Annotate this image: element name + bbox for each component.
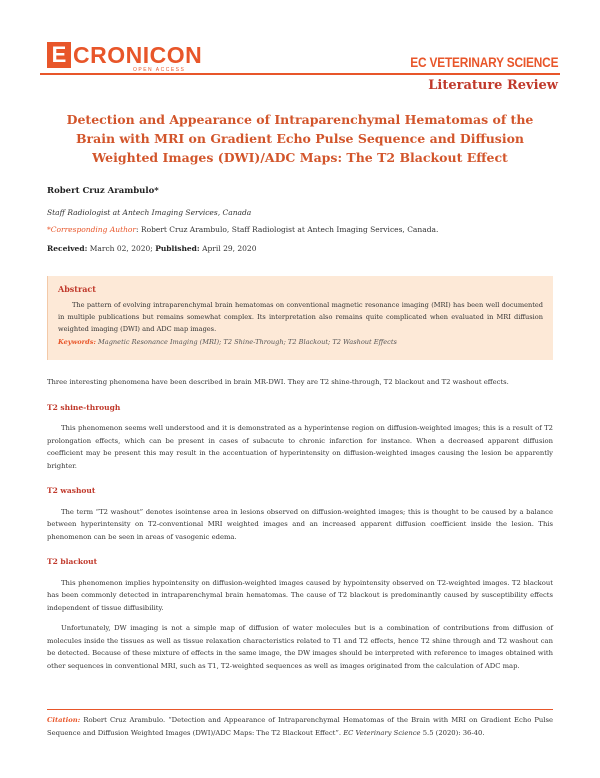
- received-date: March 02, 2020;: [87, 244, 156, 253]
- publication-dates: [47, 244, 256, 253]
- citation-rule: [47, 709, 553, 710]
- header-rule: [40, 73, 560, 75]
- blackout-paragraph: This phenomenon implies hypointensity on diffusion-weighted images caused by hypointensity observed on T2-weighted images. T2 blackout has been commonly detected in intraparenchymal brain hematomas. The cause of T2 blackout is predominantly caused by susceptibility effects independent of tissue diffusibility.: [47, 578, 553, 612]
- abstract-box: [47, 276, 553, 360]
- keywords: [58, 336, 543, 348]
- logo-mark: E: [47, 42, 71, 68]
- journal-name: EC VETERINARY SCIENCE: [409, 55, 558, 70]
- published-label: Published:: [155, 244, 200, 253]
- section-heading-blackout: T2 blackout: [47, 557, 98, 566]
- washout-paragraph: The term “T2 washout” denotes isointense area in lesions observed on diffusion-weighted images; this is thought to be caused by a balance between hyperintensity on T2-conventional MRI weighted images and an increased apparent diffusion coefficient inside the lesion. This phenomenon can be seen in areas of vasogenic edema.: [47, 507, 553, 541]
- corresponding-text: : Robert Cruz Arambulo, Staff Radiologist at Antech Imaging Services, Canada.: [136, 225, 439, 234]
- keywords-label: Keywords:: [58, 338, 96, 346]
- author-affiliation: Staff Radiologist at Antech Imaging Services, Canada: [47, 208, 252, 217]
- section-heading-washout: T2 washout: [47, 486, 96, 495]
- citation-journal: EC Veterinary Science: [341, 728, 421, 737]
- dw-imaging-paragraph: Unfortunately, DW imaging is not a simple map of diffusion of water molecules but is a combination of contributions from diffusion of molecules inside the tissues as well as tissue relaxation characteristics related to T1 and T2 effects, hence T2 shine through and T2 washout can be detected. Because of these mixture of effects in the same image, the DW images should be interpreted with reference to images obtained with other sequences in conventional MRI, such as T1, T2-weighted sequences as well as images originated from the calculation of ADC map.: [47, 624, 553, 670]
- article-title: Detection and Appearance of Intraparenchymal Hematomas of the Brain with MRI on Gradient Echo Pulse Sequence and Diffusion Weighted Images (DWI)/ADC Maps: The T2 Blackout Effect: [66, 112, 534, 165]
- citation-label: Citation:: [47, 716, 81, 724]
- citation-text: Robert Cruz Arambulo. “Detection and Appearance of Intraparenchymal Hematomas of the Brain with MRI on Gradient Echo Pulse Sequence and Diffusion Weighted Images (DWI)/ADC Maps: The T2 Blackout Effect”.: [47, 716, 553, 737]
- keywords-text: Magnetic Resonance Imaging (MRI); T2 Shine-Through; T2 Blackout; T2 Washout Effects: [95, 338, 397, 346]
- article-type: Literature Review: [428, 78, 558, 93]
- shine-through-paragraph: This phenomenon seems well understood and it is demonstrated as a hyperintense region on diffusion-weighted images; this is a result of T2 prolongation effects, which can be present in cases of subacute to chronic infarction for instance. When a decreased apparent diffusion coefficient may be present this may result in the accentuation of hyperintensity on diffusion-weighted images causing the lesion be apparently brighter.: [47, 424, 553, 470]
- author-name: Robert Cruz Arambulo*: [47, 186, 159, 196]
- logo-name: CRONICON: [73, 42, 203, 68]
- citation: [47, 714, 553, 739]
- section-heading-shine-through: T2 shine-through: [47, 402, 121, 412]
- logo-subtitle: OPEN ACCESS: [133, 67, 186, 73]
- corresponding-label: *Corresponding Author: [47, 225, 137, 234]
- article-body: [47, 376, 553, 672]
- citation-ref: 5.5 (2020): 36-40.: [420, 728, 485, 737]
- corresponding-author: [47, 225, 438, 234]
- abstract-heading: Abstract: [58, 284, 96, 294]
- abstract-text: The pattern of evolving intraparenchymal brain hematomas on conventional magnetic resonance imaging (MRI) has been well documented in multiple publications but remains somewhat complex. Its interpretation also remains quite complicated when evaluated in MRI diffusion weighted imaging (DWI) and ADC map images.: [58, 301, 543, 333]
- intro-paragraph: Three interesting phenomena have been described in brain MR-DWI. They are T2 shine-through, T2 blackout and T2 washout effects.: [47, 378, 509, 386]
- published-date: April 29, 2020: [199, 244, 257, 253]
- received-label: Received:: [47, 244, 88, 253]
- cronicon-logo: [47, 42, 203, 76]
